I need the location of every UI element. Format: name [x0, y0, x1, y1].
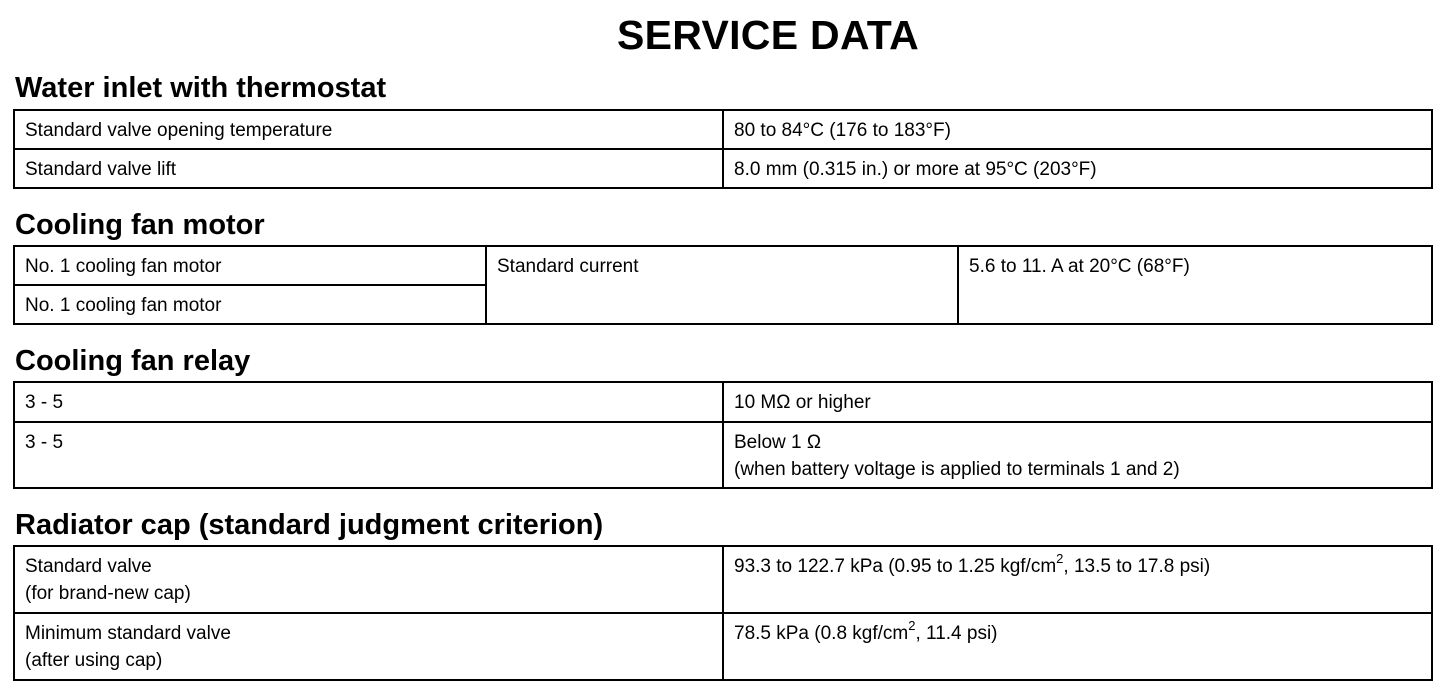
spec-value [723, 422, 1432, 488]
spec-value [723, 546, 1432, 613]
spec-label-line2: (for brand-new cap) [25, 583, 191, 604]
cooling-fan-relay-table [13, 381, 1433, 489]
superscript: 2 [1056, 550, 1064, 566]
spec-label [14, 546, 723, 613]
superscript: 2 [908, 617, 916, 633]
spec-label: No. 1 cooling fan motor [14, 285, 486, 324]
table-row [14, 613, 1432, 680]
spec-value: 8.0 mm (0.315 in.) or more at 95°C (203°F) [723, 149, 1432, 188]
spec-label-line2: (after using cap) [25, 650, 163, 671]
cooling-fan-motor-table [13, 245, 1433, 325]
spec-value-text: 93.3 to 122.7 kPa (0.95 to 1.25 kgf/cm [734, 556, 1057, 577]
section-heading-cooling-fan-relay: Cooling fan relay [15, 345, 251, 377]
spec-value [723, 613, 1432, 680]
table-row [14, 382, 1432, 422]
table-row [14, 149, 1432, 188]
spec-value-line1: Below 1 Ω [734, 432, 822, 453]
spec-label: 3 - 5 [14, 382, 723, 422]
spec-value: 80 to 84°C (176 to 183°F) [723, 110, 1432, 149]
spec-value-text-end: , 13.5 to 17.8 psi) [1063, 556, 1211, 577]
table-row [14, 422, 1432, 488]
table-row [14, 110, 1432, 149]
spec-value-text: 78.5 kPa (0.8 kgf/cm [734, 623, 909, 644]
radiator-cap-table [13, 545, 1433, 681]
spec-label: 3 - 5 [14, 422, 723, 488]
page-title: SERVICE DATA [616, 12, 920, 58]
spec-label [14, 613, 723, 680]
spec-label: Standard valve lift [14, 149, 723, 188]
spec-value: 5.6 to 11. A at 20°C (68°F) [958, 246, 1432, 324]
spec-value: 10 MΩ or higher [723, 382, 1432, 422]
section-heading-water-inlet: Water inlet with thermostat [15, 72, 387, 104]
spec-item: Standard current [486, 246, 958, 324]
spec-value-text-end: , 11.4 psi) [915, 623, 998, 644]
water-inlet-table [13, 109, 1433, 189]
spec-label-line1: Minimum standard valve [25, 623, 231, 644]
section-heading-cooling-fan-motor: Cooling fan motor [15, 209, 265, 241]
table-row [14, 546, 1432, 613]
spec-value-line2: (when battery voltage is applied to terminals 1 and 2) [734, 459, 1180, 480]
spec-label-line1: Standard valve [25, 556, 152, 577]
spec-label: No. 1 cooling fan motor [14, 246, 486, 285]
table-row [14, 246, 1432, 285]
section-heading-radiator-cap: Radiator cap (standard judgment criterion) [15, 509, 604, 541]
spec-label: Standard valve opening temperature [14, 110, 723, 149]
